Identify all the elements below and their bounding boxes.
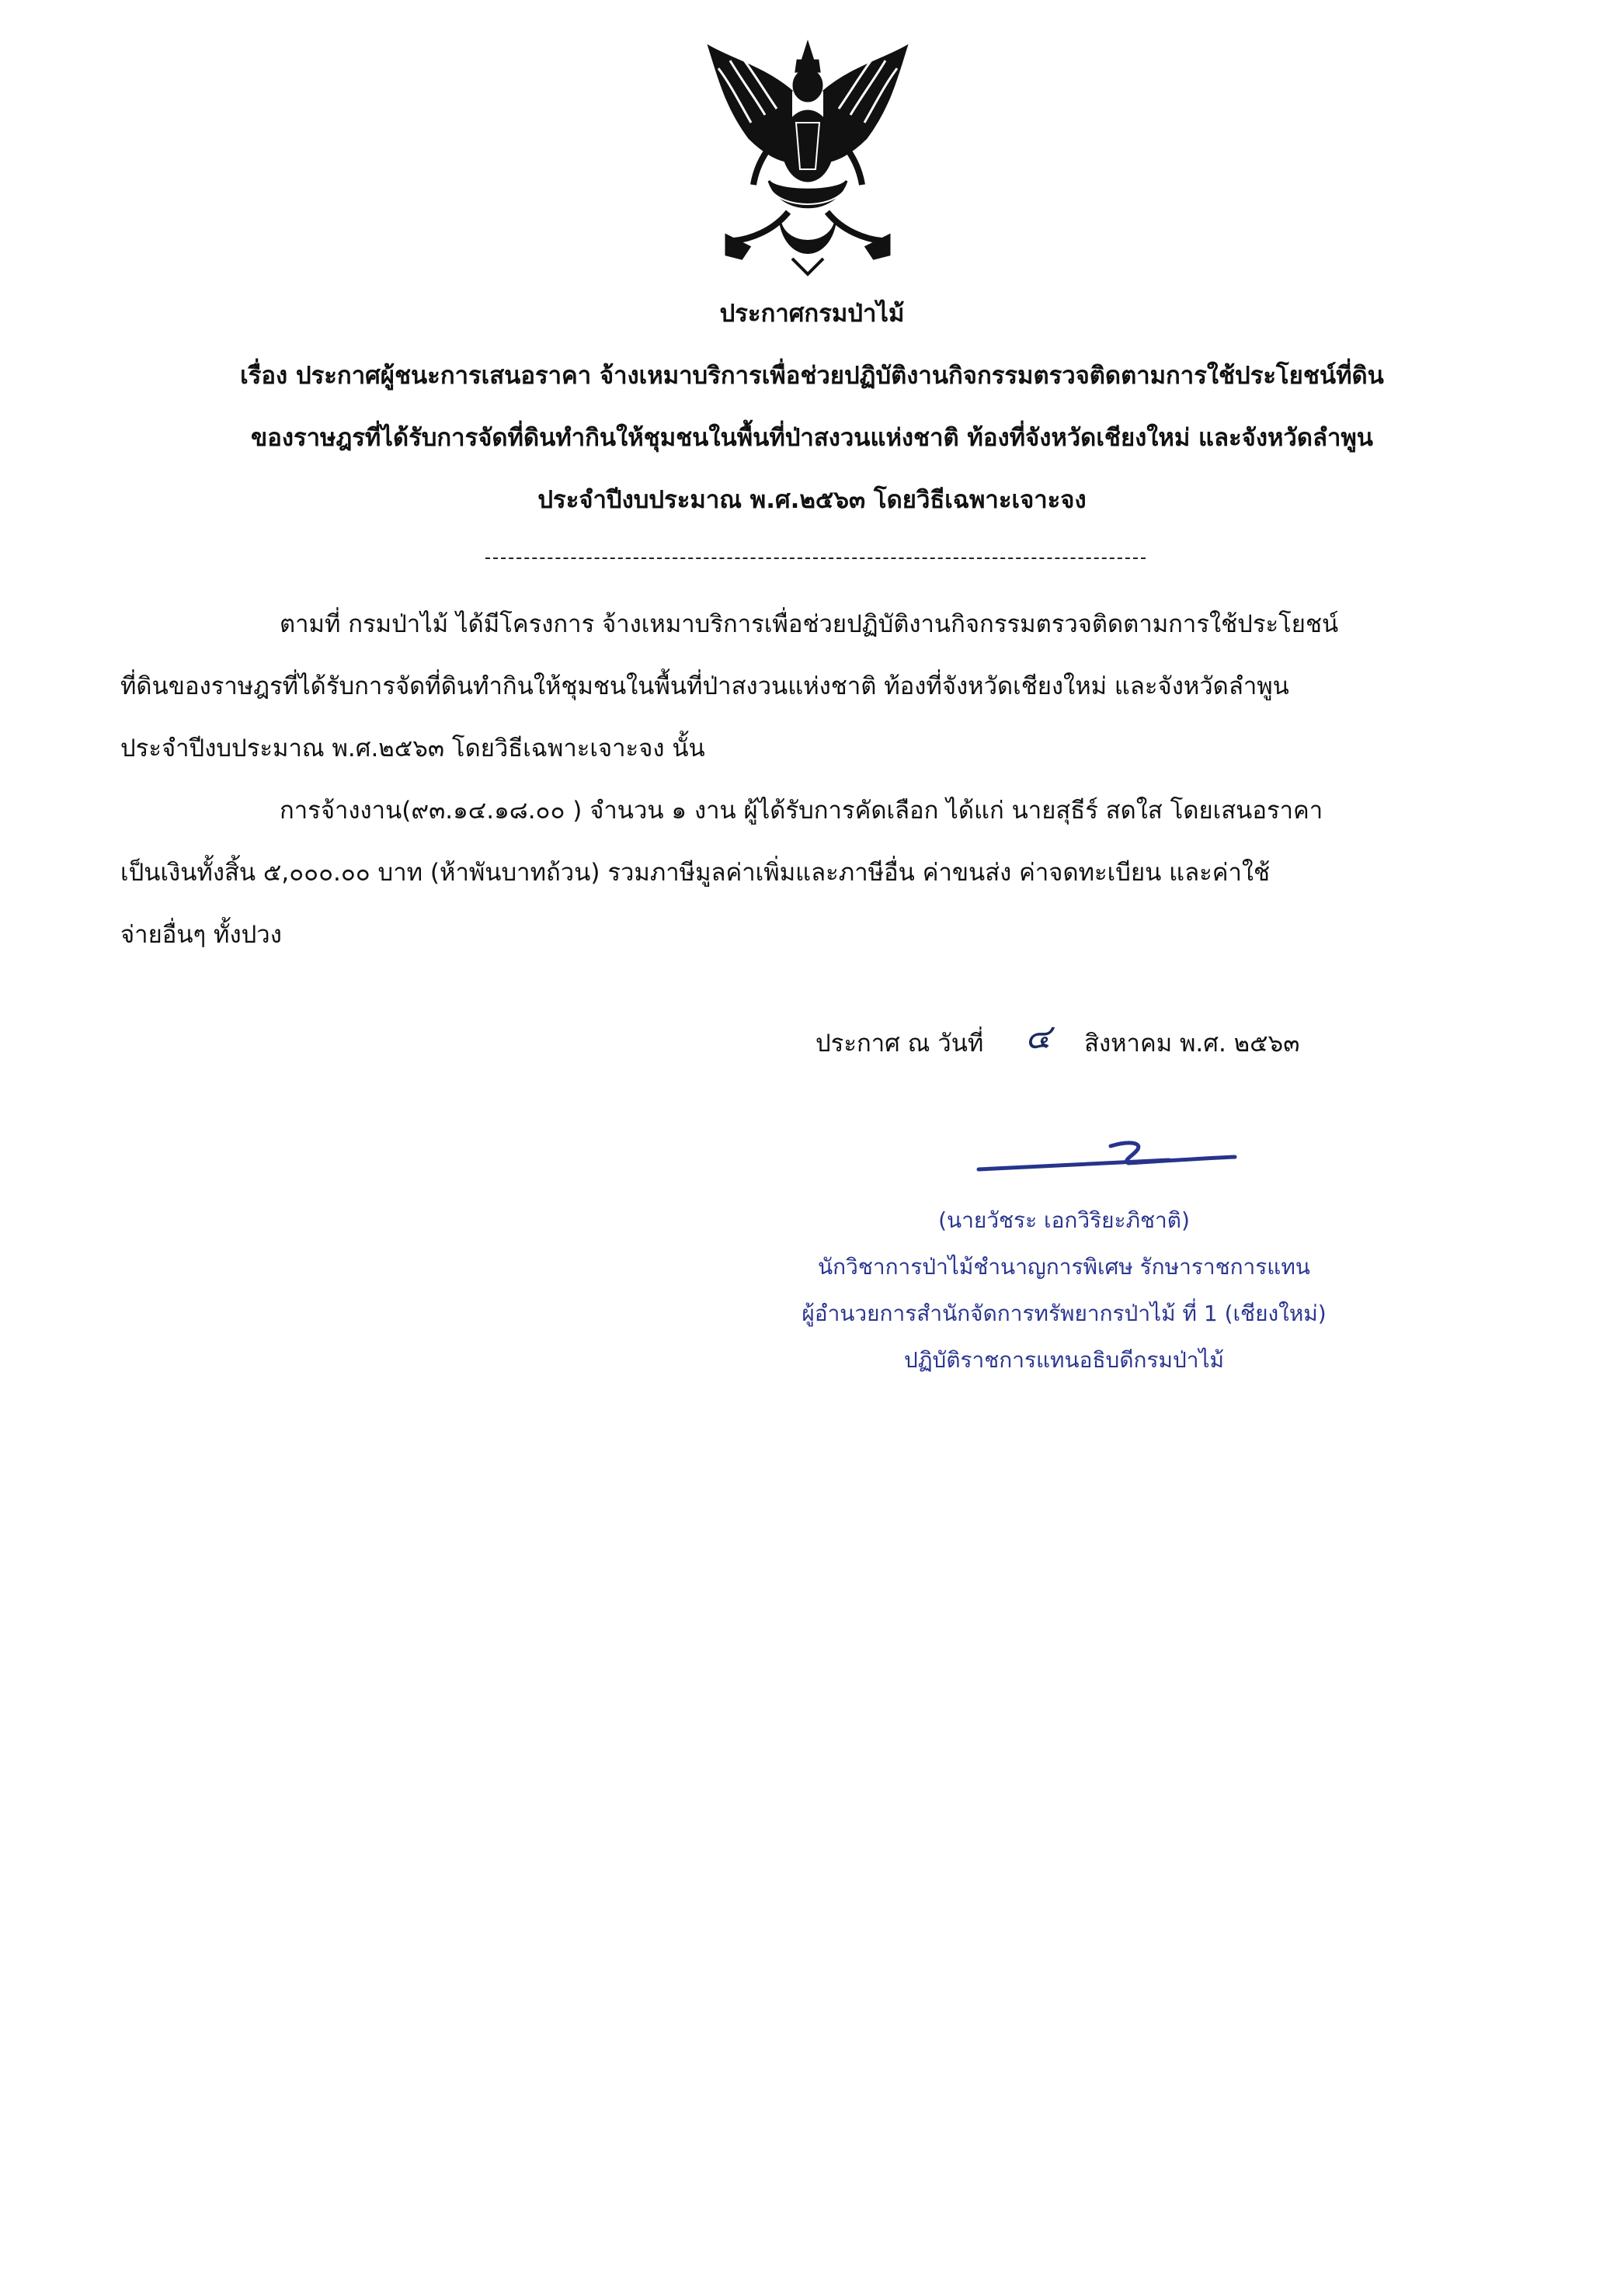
signatory-position-3: ปฏิบัติราชการแทนอธิบดีกรมป่าไม้ [903, 1347, 1224, 1373]
paragraph-1-line-3: ประจำปีงบประมาณ พ.ศ.๒๕๖๓ โดยวิธีเฉพาะเจาะจง นั้น [120, 735, 705, 762]
document-title: ประกาศกรมป่าไม้ [719, 300, 905, 328]
date-prefix: ประกาศ ณ วันที่ [815, 1030, 984, 1058]
separator-line [485, 558, 1146, 559]
announcement-date [815, 1017, 1300, 1062]
signature-mark [975, 1131, 1239, 1185]
signatory-name: (นายวัชระ เอกวิริยะภิชาติ) [938, 1207, 1190, 1233]
paragraph-2-line-1: การจ้างงาน(๙๓.๑๔.๑๘.๐๐ ) จำนวน ๑ งาน ผู้ได้รับการคัดเลือก ได้แก่ นายสุธีร์ สดใส โดยเสนอราคา [280, 797, 1323, 825]
paragraph-1-line-1: ตามที่ กรมป่าไม้ ได้มีโครงการ จ้างเหมาบริการเพื่อช่วยปฏิบัติงานกิจกรรมตรวจติดตามการใช้ประโยชน์ [280, 610, 1339, 638]
signatory-position-2: ผู้อำนวยการสำนักจัดการทรัพยากรป่าไม้ ที่ 1 (เชียงใหม่) [802, 1301, 1327, 1326]
subject-line-2: ของราษฎรที่ได้รับการจัดที่ดินทำกินให้ชุมชนในพื้นที่ป่าสงวนแห่งชาติ ท้องที่จังหวัดเชียงใหม่ และจังหวัดลำพูน [251, 424, 1373, 452]
date-month-year: สิงหาคม พ.ศ. ๒๕๖๓ [1084, 1030, 1300, 1058]
subject-line-3: ประจำปีงบประมาณ พ.ศ.๒๕๖๓ โดยวิธีเฉพาะเจาะจง [537, 486, 1087, 514]
signatory-position-1: นักวิชาการป่าไม้ชำนาญการพิเศษ รักษาราชการแทน [818, 1254, 1310, 1280]
paragraph-1-line-2: ที่ดินของราษฎรที่ได้รับการจัดที่ดินทำกินให้ชุมชนในพื้นที่ป่าสงวนแห่งชาติ ท้องที่จังหวัดเชียงใหม่ และจังหวัดลำพูน [120, 672, 1289, 700]
paragraph-2-line-3: จ่ายอื่นๆ ทั้งปวง [120, 921, 282, 949]
garuda-emblem-icon [695, 37, 920, 280]
date-day: ๔ [1025, 1017, 1052, 1057]
paragraph-2-line-2: เป็นเงินทั้งสิ้น ๕,๐๐๐.๐๐ บาท (ห้าพันบาทถ้วน) รวมภาษีมูลค่าเพิ่มและภาษีอื่น ค่าขนส่ง ค่าจดทะเบียน และค่าใช้ [120, 859, 1271, 887]
subject-line-1: เรื่อง ประกาศผู้ชนะการเสนอราคา จ้างเหมาบริการเพื่อช่วยปฏิบัติงานกิจกรรมตรวจติดตามการใช้ประโยชน์ที่ดิน [240, 362, 1384, 390]
